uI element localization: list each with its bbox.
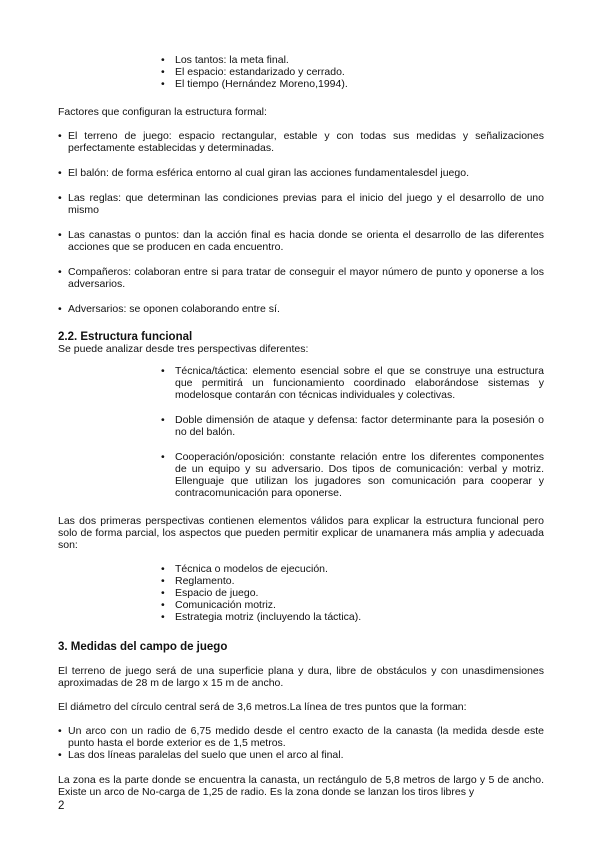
list-item: • El espacio: estandarizado y cerrado. (175, 66, 544, 78)
factores-intro: Factores que configuran la estructura formal: (58, 106, 267, 118)
list-item: • Las dos líneas paralelas del suelo que unen el arco al final. (58, 749, 544, 761)
section-title: 3. Medidas del campo de juego (58, 641, 228, 653)
list-item: • Las reglas: que determinan las condiciones previas para el inicio del juego y el desarrollo de uno mismo (58, 192, 544, 216)
list-item: • El balón: de forma esférica entorno al cual giran las acciones fundamentalesdel juego. (58, 167, 544, 179)
document-page (58, 54, 544, 798)
list-item: • Un arco con un radio de 6,75 medido desde el centro exacto de la canasta (la medida desde este punto hasta el borde exterior es de 1,5 metros. (58, 725, 544, 749)
page-number: 2 (58, 800, 65, 812)
list-item: • Espacio de juego. (175, 587, 544, 599)
list-item: • Reglamento. (175, 575, 544, 587)
perspectivas-list (175, 365, 544, 499)
aspectos-list (175, 563, 544, 623)
section-title: 2.2. Estructura funcional (58, 331, 193, 343)
list-item: • Las canastas o puntos: dan la acción final es hacia donde se orienta el desarrollo de las diferentes acciones que se producen en cada encuentro. (58, 229, 544, 253)
section-intro: Se puede analizar desde tres perspectivas diferentes: (58, 343, 309, 355)
list-item: • Comunicación motriz. (175, 599, 544, 611)
estructura-formal-list (175, 54, 544, 90)
diametro-paragraph: El diámetro del círculo central será de 3,6 metros.La línea de tres puntos que la forman: (58, 701, 467, 713)
list-item: • Los tantos: la meta final. (175, 54, 544, 66)
linea-tres-list (58, 725, 544, 761)
list-item: • Técnica o modelos de ejecución. (175, 563, 544, 575)
list-item: • El tiempo (Hernández Moreno,1994). (175, 78, 544, 90)
list-item: • Adversarios: se oponen colaborando entre sí. (58, 303, 544, 315)
factores-list (58, 130, 544, 315)
list-item: • Compañeros: colaboran entre si para tratar de conseguir el mayor número de punto y oponerse a los adversarios. (58, 266, 544, 290)
list-item: • El terreno de juego: espacio rectangular, estable y con todas sus medidas y señalizaciones perfectamente establecidas y determinadas. (58, 130, 544, 154)
list-item: • Técnica/táctica: elemento esencial sobre el que se construye una estructura que permitirá un funcionamiento coordinado elaborándose sistemas y modelosque contarán con técnicas individuales y colectivas. (175, 365, 544, 401)
zona-paragraph: La zona es la parte donde se encuentra la canasta, un rectángulo de 5,8 metros de largo y 5 de ancho. Existe un arco de No-carga de 1,25 de radio. Es la zona donde se lanzan los tiros libres y (58, 774, 544, 798)
parcial-paragraph: Las dos primeras perspectivas contienen elementos válidos para explicar la estructura funcional pero solo de forma parcial, los aspectos que pueden permitir explicar de unamanera más amplia y adecuada son: (58, 515, 544, 551)
list-item: • Doble dimensión de ataque y defensa: factor determinante para la posesión o no del balón. (175, 414, 544, 438)
terreno-paragraph: El terreno de juego será de una superficie plana y dura, libre de obstáculos y con unasdimensiones aproximadas de 28 m de largo x 15 m de ancho. (58, 665, 544, 689)
list-item: • Cooperación/oposición: constante relación entre los diferentes componentes de un equipo y su adversario. Dos tipos de comunicación: verbal y motriz. Ellenguaje que utilizan los jugadores son comunicación para cooperar y contracomunicación para oponerse. (175, 451, 544, 499)
list-item: • Estrategia motriz (incluyendo la táctica). (175, 611, 544, 623)
